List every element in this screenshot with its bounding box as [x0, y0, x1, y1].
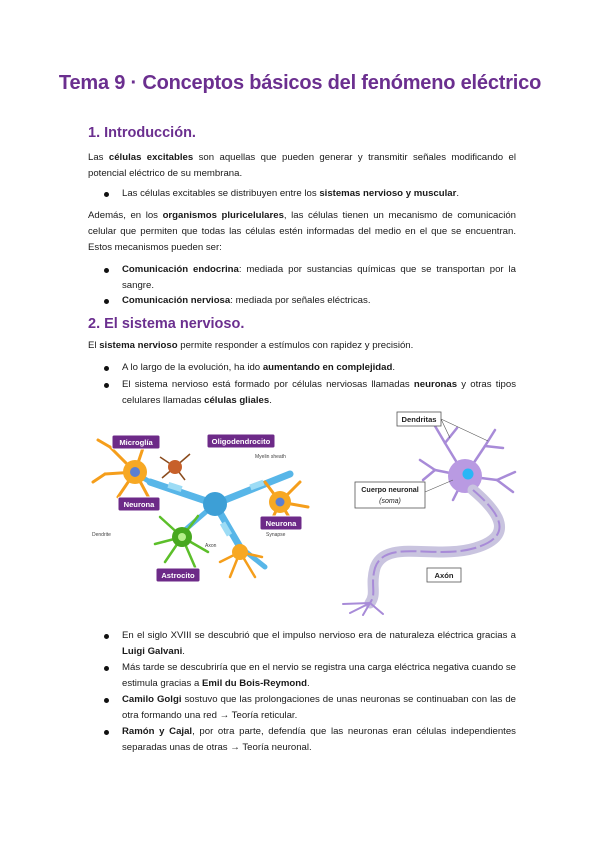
- bullet-marker: [104, 366, 109, 371]
- bullet-marker: [104, 299, 109, 304]
- list-item-ramon-y-cajal: Ramón y Cajal, por otra parte, defendía que las neuronas eran células independientes separadas unas de otras → Teoría neuronal.: [122, 726, 516, 753]
- label-cuerpo-neuronal-box: [355, 482, 425, 508]
- axon-terminals: [343, 603, 383, 615]
- list-item-galvani: En el siglo XVIII se descubrió que el impulso nervioso era de naturaleza eléctrica gracias a Luigi Galvani.: [122, 630, 516, 657]
- label-dendrite: Dendrite: [92, 532, 111, 538]
- list-item-golgi: Camilo Golgi sostuvo que las prolongaciones de unas neuronas se continuaban con las de otra formando una red → Teoría reticular.: [122, 694, 516, 721]
- label-dendritas-box: [397, 412, 441, 426]
- label-astrocito-box: [156, 568, 200, 582]
- label-synapse: Synapse: [266, 532, 286, 538]
- label-oligodendrocito-box: [207, 434, 275, 448]
- page-title: Tema 9 · Conceptos básicos del fenómeno eléctrico: [58, 72, 542, 94]
- list-item-bois-reymond: Más tarde se descubriría que en el nervio se registra una carga eléctrica negativa cuando se estimula gracias a Emil du Bois-Reymond.: [122, 662, 516, 689]
- nucleus: [463, 469, 474, 480]
- oligodendrocyte-body: [203, 492, 227, 516]
- glial-cells-illustration: [90, 412, 315, 590]
- bullet-marker: [104, 268, 109, 273]
- svg-text:(soma): (soma): [379, 498, 401, 505]
- section-heading-sistema-nervioso: 2. El sistema nervioso.: [88, 316, 245, 332]
- bullet-marker: [104, 383, 109, 388]
- bullet-marker: [104, 192, 109, 197]
- svg-text:Microglía: Microglía: [119, 438, 153, 447]
- bullet-marker: [104, 698, 109, 703]
- svg-text:Neurona: Neurona: [123, 500, 155, 509]
- svg-text:Oligodendrocito: Oligodendrocito: [211, 437, 271, 446]
- label-axon-box: [427, 568, 461, 582]
- label-myelin-sheath: Myelin sheath: [255, 454, 286, 460]
- label-neurona1-box: [118, 497, 160, 511]
- paragraph-celulas-excitables: Las células excitables son aquellas que pueden generar y transmitir señales modificando el potencial eléctrico de su membrana.: [88, 152, 517, 179]
- label-neurona2-box: [260, 516, 302, 530]
- paragraph-sistema-nervioso: El sistema nervioso permite responder a estímulos con rapidez y precisión.: [88, 340, 414, 351]
- list-item-distribucion: Las células excitables se distribuyen entre los sistemas nervioso y muscular.: [122, 188, 460, 199]
- svg-text:Dendritas: Dendritas: [401, 415, 437, 424]
- bullet-marker: [104, 730, 109, 735]
- bullet-marker: [104, 666, 109, 671]
- svg-text:Axón: Axón: [434, 571, 454, 580]
- label-microglia-box: [112, 435, 160, 449]
- list-item-neuronas-gliales: El sistema nervioso está formado por células nerviosas llamadas neuronas y otras tipos celulares llamadas células gliales.: [122, 379, 516, 406]
- list-item-comunicacion-endocrina: Comunicación endocrina: mediada por sustancias químicas que se transportan por la sangre.: [122, 264, 516, 291]
- paragraph-organismos-pluricelulares: Además, en los organismos pluricelulares, las células tienen un mecanismo de comunicación celular que permiten que todas las células estén informadas del medio en el que se encuentran. Estos mecanismos pueden ser:: [88, 210, 516, 253]
- svg-text:Cuerpo neuronal: Cuerpo neuronal: [361, 485, 419, 494]
- section-heading-introduccion: 1. Introducción.: [88, 125, 196, 141]
- list-item-comunicacion-nerviosa: Comunicación nerviosa: mediada por señales eléctricas.: [122, 295, 371, 306]
- list-item-evolucion: A lo largo de la evolución, ha ido aumentando en complejidad.: [122, 362, 396, 373]
- label-axon: Axon: [205, 543, 217, 549]
- neuron-anatomy-illustration: [325, 408, 525, 616]
- svg-text:Astrocito: Astrocito: [161, 571, 195, 580]
- svg-text:Neurona: Neurona: [265, 519, 297, 528]
- bullet-marker: [104, 634, 109, 639]
